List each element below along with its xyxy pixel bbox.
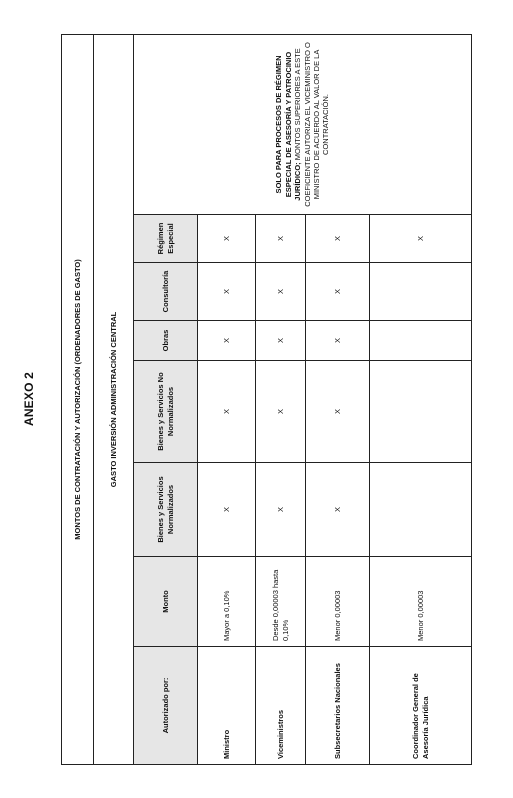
mark-consultoria: X [256,263,306,321]
mark-bienes-norm: X [306,463,370,557]
col-header-bienes-no-norm: Bienes y Servicios No Normalizados [134,361,198,463]
col-header-consultoria: Consultoría [134,263,198,321]
mark-obras: X [198,321,256,361]
mark-regimen: X [256,215,306,263]
row-monto: Desde 0,00003 hasta 0,10% [256,557,306,647]
mark-bienes-no-norm: X [256,361,306,463]
row-monto: Menor 0,00003 [306,557,370,647]
col-header-regimen: Régimen Especial [134,215,198,263]
col-header-bienes-norm: Bienes y Servicios Normalizados [134,463,198,557]
note-bold-text: SOLO PARA PROCESOS DE RÉGIMEN ESPECIAL DE ASESORÍA Y PATROCINIO JURÍDICO; [274,51,303,201]
mark-consultoria: X [306,263,370,321]
table-subtitle: GASTO INVERSIÓN ADMINISTRACIÓN CENTRAL [94,34,134,764]
table-title: MONTOS DE CONTRATACIÓN Y AUTORIZACIÓN (ORDENADORES DE GASTO) [62,34,94,764]
col-header-obras: Obras [134,321,198,361]
row-autorizado: Coordinador General de Asesoría Jurídica [370,647,472,765]
mark-bienes-norm: X [198,463,256,557]
row-monto: Mayor a 0,10% [198,557,256,647]
mark-obras [370,321,472,361]
mark-obras: X [256,321,306,361]
mark-bienes-no-norm: X [306,361,370,463]
mark-regimen: X [370,215,472,263]
mark-obras: X [306,321,370,361]
mark-bienes-no-norm [370,361,472,463]
row-monto: Menor 0,00003 [370,557,472,647]
mark-regimen: X [306,215,370,263]
mark-regimen: X [198,215,256,263]
note-text: MONTOS SUPERIORES A ESTE COEFICIENTE AUTORIZA EL VICEMINISTRO O MINISTRO DE ACUERDO AL VALOR DE LA CONTRATACIÓN. [293,42,331,207]
mark-consultoria [370,263,472,321]
mark-bienes-norm [370,463,472,557]
col-header-monto: Monto [134,557,198,647]
annex-title: ANEXO 2 [22,371,36,427]
col-header-autorizado: Autorizado por: [134,647,198,765]
row-autorizado: Ministro [198,647,256,765]
row-autorizado: Viceministros [256,647,306,765]
authorization-table [61,34,472,765]
note-cell [134,34,472,214]
mark-bienes-no-norm: X [198,361,256,463]
row-autorizado: Subsecretarios Nacionales [306,647,370,765]
mark-consultoria: X [198,263,256,321]
subtitle-row [94,34,134,764]
header-row [134,34,198,764]
mark-bienes-norm: X [256,463,306,557]
table-title-row [62,34,94,764]
